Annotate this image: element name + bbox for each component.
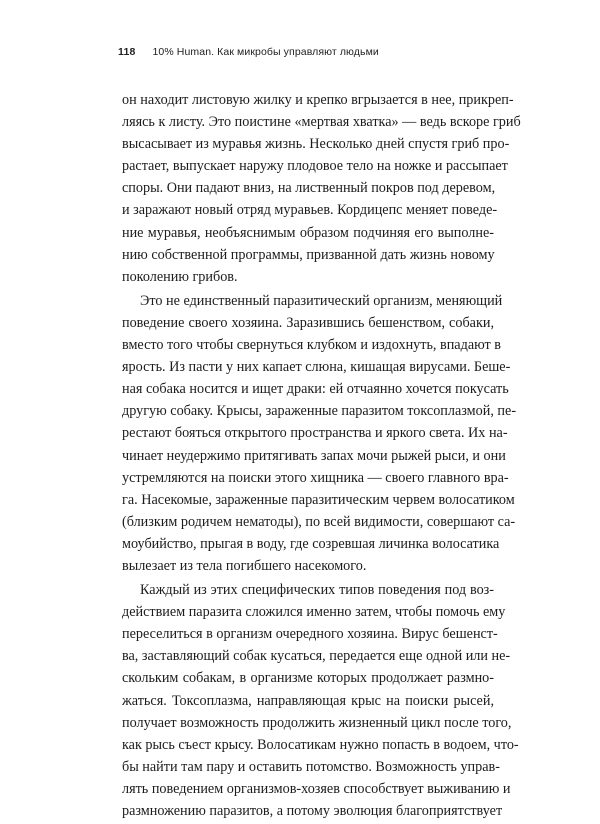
paragraph — [122, 290, 517, 577]
text-line: ляясь к листу. Это поистине «мертвая хватка» — ведь вскоре гриб — [122, 114, 521, 131]
text-line: растает, выпускает наружу плодовое тело на ножке и рассыпает — [122, 158, 508, 175]
paragraph — [122, 579, 519, 822]
text-line: Каждый из этих специфических типов поведения под воз- — [140, 582, 494, 599]
running-head — [118, 46, 379, 58]
text-line: действием паразита сложился именно затем, чтобы помочь ему — [122, 604, 506, 621]
text-line: (близким родичем нематоды), по всей видимости, совершают са- — [122, 513, 516, 530]
text-line: моубийство, прыгая в воду, где созревшая личинка волосатика — [122, 535, 500, 552]
text-line: он находит листовую жилку и крепко вгрызается в нее, прикреп- — [122, 92, 514, 108]
text-line: лять поведением организмов-хозяев способствует выживанию и — [122, 780, 511, 797]
text-line: устремляются на поиски этого хищника — своего главного вра- — [122, 469, 509, 486]
text-line: га. Насекомые, зараженные паразитическим червем волосатиком — [122, 491, 515, 508]
text-line: Это не единственный паразитический организм, меняющий — [140, 292, 503, 309]
book-title: 10% Human. Как микробы управляют людьми — [152, 46, 379, 58]
text-line: чинает неудержимо притягивать запах мочи рыжей рыси, и они — [122, 447, 506, 464]
text-line: вылезает из тела погибшего насекомого. — [122, 557, 367, 574]
text-line: рестают бояться открытого пространства и яркого света. Их на- — [122, 425, 508, 442]
page-number: 118 — [118, 46, 136, 58]
text-line: бы найти там пару и оставить потомство. Возможность управ- — [122, 758, 500, 775]
text-line: как рысь съест крысу. Волосатикам нужно попасть в водоем, что- — [122, 736, 519, 753]
text-line: другую собаку. Крысы, зараженные паразитом токсоплазмой, пе- — [122, 403, 517, 420]
text-line: высасывает из муравья жизнь. Несколько дней спустя гриб про- — [122, 136, 510, 153]
text-line: споры. Они падают вниз, на лиственный покров под деревом, — [122, 180, 496, 197]
text-line: и заражают новый отряд муравьев. Кордицепс меняет поведе- — [122, 202, 498, 219]
text-line: ние муравья, необъяснимым образом подчиняя его выполне- — [122, 224, 494, 241]
text-line: ва, заставляющий собак кусаться, передается еще одной или не- — [122, 648, 511, 665]
text-line: переселиться в организм очередного хозяина. Вирус бешенст- — [122, 626, 498, 643]
text-line: скольким собакам, в организме которых продолжает размно- — [122, 670, 494, 687]
text-line: получает возможность продолжить жизненный цикл после того, — [122, 714, 512, 731]
body-text — [122, 89, 521, 824]
paragraph — [122, 89, 521, 288]
text-line: ная собака носится и ищет драки: ей отчаянно хочется покусать — [122, 381, 509, 398]
text-line: жаться. Токсоплазма, направляющая крыс на поиски рысей, — [122, 692, 494, 709]
text-line: поведение своего хозяина. Заразившись бешенством, собаки, — [122, 314, 494, 331]
text-line: вместо того чтобы свернуться клубком и издохнуть, впадают в — [122, 337, 501, 354]
text-line: поколению грибов. — [122, 268, 238, 285]
text-line: ярость. Из пасти у них капает слюна, кишащая вирусами. Беше- — [122, 359, 511, 376]
text-line: нию собственной программы, призванной дать жизнь новому — [122, 246, 495, 263]
text-line: размножению паразитов, а потому эволюция благоприятствует — [122, 803, 503, 819]
